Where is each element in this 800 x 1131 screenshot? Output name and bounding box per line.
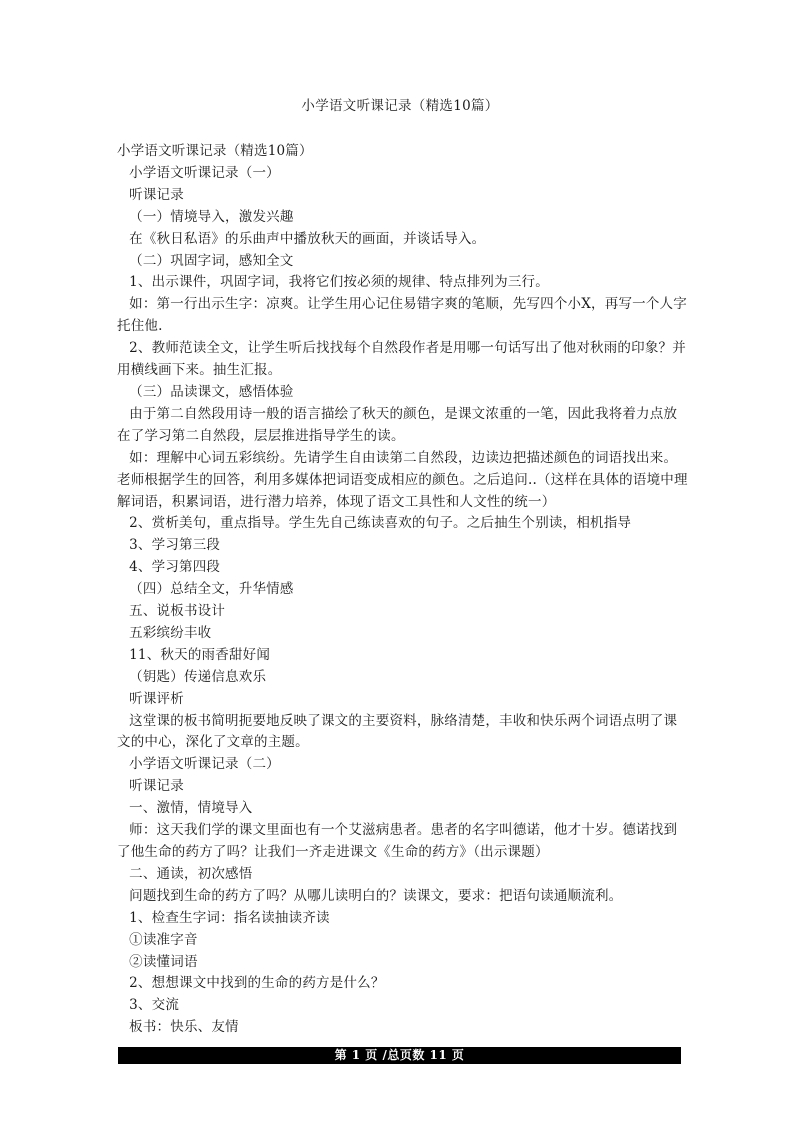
- paragraph: 听课记录: [129, 778, 184, 795]
- paragraph: 师：这天我们学的课文里面也有一个艾滋病患者。患者的名字叫德诺，他才十岁。德诺找到了他生命的药方了吗？让我们一齐走进课文《生命的药方》（出示课题）: [117, 822, 678, 860]
- page-footer: [118, 1047, 681, 1064]
- paragraph: 2、想想课文中找到的生命的药方是什么？: [129, 975, 385, 992]
- paragraph: 小学语文听课记录（一）: [129, 164, 280, 181]
- paragraph: （三）品读课文，感悟体验: [129, 383, 294, 400]
- paragraph: 如：理解中心词五彩缤纷。先请学生自由读第二自然段，边读边把描述颜色的词语找出来。老师根据学生的回答，利用多媒体把词语变成相应的颜色。之后追问..（这样在具体的语境中理解词语，积累词语，进行潜力培养，体现了语文工具性和人文性的统一）: [117, 449, 688, 510]
- paragraph: 3、交流: [129, 997, 180, 1014]
- paragraph: 板书：快乐、友情: [129, 1019, 239, 1036]
- paragraph: 1、检查生字词：指名读抽读齐读: [129, 909, 330, 926]
- paragraph: ②读懂词语: [129, 953, 198, 970]
- paragraph: （钥匙）传递信息欢乐: [129, 668, 267, 685]
- paragraph: 由于第二自然段用诗一般的语言描绘了秋天的颜色，是课文浓重的一笔，因此我将着力点放在了学习第二自然段，层层推进指导学生的读。: [117, 405, 678, 444]
- paragraph: 五彩缤纷丰收: [129, 624, 212, 641]
- document-title: 小学语文听课记录（精选10篇）: [301, 98, 499, 114]
- paragraph: 2、赏析美句，重点指导。学生先自己练读喜欢的句子。之后抽生个别读，相机指导: [129, 515, 632, 532]
- paragraph: 一、激情，情境导入: [129, 800, 253, 817]
- paragraph: （二）巩固字词，感知全文: [129, 252, 294, 269]
- paragraph: 听课评析: [129, 690, 184, 707]
- paragraph: 如：第一行出示生字：凉爽。让学生用心记住易错字爽的笔顺，先写四个小X，再写一个人字托住他.: [117, 296, 687, 335]
- page-number-label: 第 1 页 /总页数 11 页: [334, 1048, 465, 1062]
- paragraph: 1、出示课件，巩固字词，我将它们按必须的规律、特点排列为三行。: [129, 274, 549, 291]
- paragraph: （四）总结全文，升华情感: [129, 581, 294, 598]
- paragraph: （一）情境导入，激发兴趣: [129, 208, 294, 225]
- paragraph: 听课记录: [129, 186, 184, 203]
- paragraph: ①读准字音: [129, 931, 198, 948]
- document-body: [117, 141, 689, 1039]
- paragraph: 这堂课的板书简明扼要地反映了课文的主要资料，脉络清楚，丰收和快乐两个词语点明了课文的中心，深化了文章的主题。: [117, 712, 678, 751]
- paragraph: 二、通读，初次感悟: [129, 865, 253, 882]
- paragraph: 小学语文听课记录（二）: [129, 756, 280, 773]
- paragraph: 在《秋日私语》的乐曲声中播放秋天的画面，并谈话导入。: [129, 230, 486, 247]
- paragraph: 小学语文听课记录（精选10篇）: [117, 143, 313, 159]
- paragraph: 3、学习第三段: [129, 537, 221, 554]
- paragraph: 五、说板书设计: [129, 603, 226, 620]
- paragraph: 问题找到生命的药方了吗？从哪儿读明白的？读课文，要求：把语句读通顺流利。: [129, 887, 623, 904]
- paragraph: 11、秋天的雨香甜好闻: [129, 646, 271, 663]
- paragraph: 2、教师范读全文，让学生听后找找每个自然段作者是用哪一句话写出了他对秋雨的印象？并用横线画下来。抽生汇报。: [117, 340, 686, 379]
- paragraph: 4、学习第四段: [129, 559, 221, 576]
